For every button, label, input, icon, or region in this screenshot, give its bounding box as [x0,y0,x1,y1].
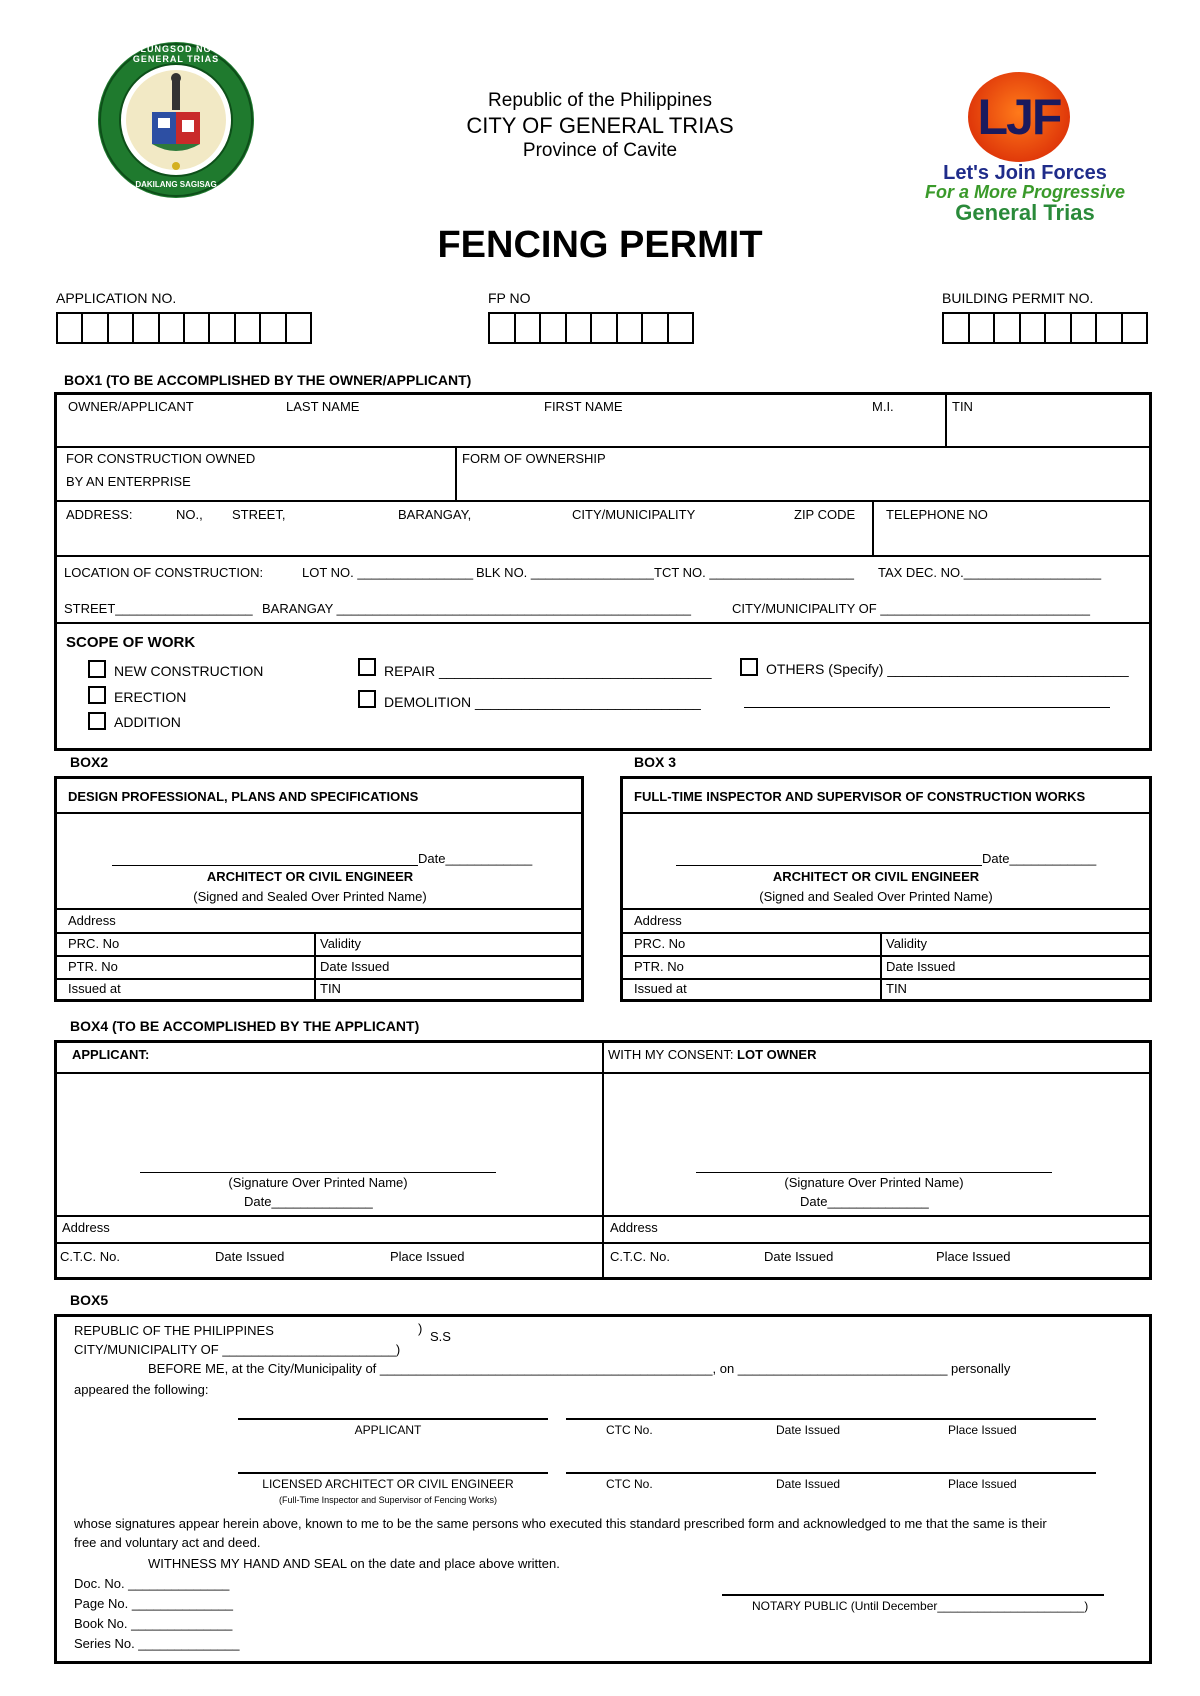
page-title: FENCING PERMIT [437,224,763,266]
box2-issued-at-label: Issued at [68,981,121,996]
owner-applicant-label: OWNER/APPLICANT [68,399,194,414]
box3-issued-at-label: Issued at [634,981,687,996]
city-municipality-line[interactable]: CITY/MUNICIPALITY OF ________________________) [74,1342,401,1357]
erection-label: ERECTION [114,689,187,705]
address-street-label: STREET, [232,507,286,522]
box3-validity-label: Validity [886,936,927,951]
building-permit-no-label: BUILDING PERMIT NO. [942,290,1094,306]
notary-public-label[interactable]: NOTARY PUBLIC (Until December______________________) [752,1599,1089,1613]
before-me-line[interactable]: BEFORE ME, at the City/Municipality of ______________________________________________, on _____________________________ personally [148,1361,1011,1376]
lot-owner-signature-label: (Signature Over Printed Name) [784,1175,964,1190]
address-no-label: NO., [176,507,203,522]
ss-label: S.S [430,1329,451,1344]
box3-prc-label: PRC. No [634,936,686,951]
address-label: ADDRESS: [66,507,133,522]
box4-right-date-issued-label: Date Issued [764,1249,834,1264]
city-seal [96,40,256,200]
mi-label: M.I. [872,399,894,414]
box2-heading: DESIGN PROFESSIONAL, PLANS AND SPECIFICATIONS [68,789,419,804]
ljf-line1: Let's Join Forces [943,162,1107,184]
location-label: LOCATION OF CONSTRUCTION: [64,565,264,580]
blk-no-field[interactable]: BLK NO. _________________ [476,565,654,580]
address-city-label: CITY/MUNICIPALITY [572,507,696,522]
enterprise-label-1: FOR CONSTRUCTION OWNED [66,451,256,466]
box5-label: BOX5 [70,1292,109,1308]
scope-of-work-heading: SCOPE OF WORK [66,634,196,651]
box3-tin-label: TIN [886,981,907,996]
box2-date-issued-label: Date Issued [320,959,390,974]
addition-checkbox[interactable] [88,712,106,730]
telephone-label: TELEPHONE NO [886,507,988,522]
notary-place-issued-label-1: Place Issued [948,1423,1017,1437]
ljf-logo [900,60,1150,225]
republic-label: REPUBLIC OF THE PHILIPPINES [74,1323,274,1338]
new-construction-checkbox[interactable] [88,660,106,678]
fp-no-label: FP NO [488,290,531,306]
box4-heading: BOX4 (TO BE ACCOMPLISHED BY THE APPLICANT) [70,1018,420,1034]
box3-heading: FULL-TIME INSPECTOR AND SUPERVISOR OF CONSTRUCTION WORKS [634,789,1086,804]
header-city: CITY OF GENERAL TRIAS [466,113,734,138]
consent-prefix: WITH MY CONSENT: [608,1047,738,1062]
repair-checkbox[interactable] [358,658,376,676]
barangay-field[interactable]: BARANGAY _________________________________________________ [262,601,691,616]
notary-applicant-label: APPLICANT [354,1423,422,1437]
header-province: Province of Cavite [522,140,678,161]
applicant-date-field[interactable]: Date______________ [244,1194,373,1209]
repair-field[interactable]: REPAIR ___________________________________ [384,663,712,679]
box3-address-label: Address [634,913,682,928]
consent-label [608,1048,816,1063]
box4-left-ctc-label: C.T.C. No. [60,1249,120,1264]
lot-no-field[interactable]: LOT NO. ________________ [302,565,474,580]
demolition-checkbox[interactable] [358,690,376,708]
box4-right-place-issued-label: Place Issued [936,1249,1011,1264]
applicant-signature-label: (Signature Over Printed Name) [228,1175,408,1190]
city-municipality-field[interactable]: CITY/MUNICIPALITY OF _____________________________ [732,601,1090,616]
seal-icon [96,40,256,200]
addition-label: ADDITION [114,714,181,730]
new-construction-label: NEW CONSTRUCTION [114,663,264,679]
box4-right-ctc-label: C.T.C. No. [610,1249,670,1264]
series-no-field[interactable]: Series No. ______________ [74,1636,240,1651]
street-field[interactable]: STREET___________________ [64,601,253,616]
tct-no-field[interactable]: TCT NO. ____________________ [654,565,854,580]
box2-tin-label: TIN [320,981,341,996]
address-barangay-label: BARANGAY, [398,507,472,522]
ljf-line3: General Trias [955,200,1095,225]
lot-owner-date-field[interactable]: Date______________ [800,1194,929,1209]
whose-signatures-line1: whose signatures appear herein above, known to me to be the same persons who executed this standard prescribed form and acknowledged to me that the same is their [74,1516,1047,1531]
fp-no-field[interactable] [488,312,694,344]
box2-prc-label: PRC. No [68,936,120,951]
book-no-field[interactable]: Book No. ______________ [74,1616,233,1631]
tin-label: TIN [952,399,973,414]
notary-place-issued-label-2: Place Issued [948,1477,1017,1491]
ljf-logo-text: LJF [977,89,1061,145]
box3-date-field[interactable]: Date____________ [982,851,1097,866]
enterprise-label-2: BY AN ENTERPRISE [66,474,191,489]
erection-checkbox[interactable] [88,686,106,704]
notary-ctc-label-1: CTC No. [606,1423,653,1437]
box2-role: ARCHITECT OR CIVIL ENGINEER [206,869,414,884]
seal-bottom-text: DAKILANG SAGISAG [135,180,217,189]
demolition-field[interactable]: DEMOLITION _____________________________ [384,694,701,710]
form-of-ownership-label: FORM OF OWNERSHIP [462,451,606,466]
notary-date-issued-label-1: Date Issued [776,1423,841,1437]
header-republic: Republic of the Philippines [488,90,712,111]
box3-label: BOX 3 [634,754,677,770]
notary-engineer-label: LICENSED ARCHITECT OR CIVIL ENGINEER [262,1477,514,1491]
box3-ptr-label: PTR. No [634,959,684,974]
others-field[interactable]: OTHERS (Specify) _______________________________ [766,661,1129,677]
box2-label: BOX2 [70,754,109,770]
box2-date-field[interactable]: Date____________ [418,851,533,866]
whose-signatures-line2: free and voluntary act and deed. [74,1535,261,1550]
first-name-label: FIRST NAME [544,399,623,414]
tax-dec-no-field[interactable]: TAX DEC. NO.___________________ [878,565,1102,580]
box3-date-issued-label: Date Issued [886,959,956,974]
witness-line: WITHNESS MY HAND AND SEAL on the date and place above written. [148,1556,560,1571]
republic-paren: ) [418,1321,423,1336]
seal-ring-text: LUNGSOD NG GENERAL TRIAS [132,44,220,64]
notary-date-issued-label-2: Date Issued [776,1477,841,1491]
box4-left-place-issued-label: Place Issued [390,1249,465,1264]
building-permit-no-field[interactable] [942,312,1148,344]
box3-signed: (Signed and Sealed Over Printed Name) [759,889,993,904]
box2-ptr-label: PTR. No [68,959,118,974]
box1-heading: BOX1 (TO BE ACCOMPLISHED BY THE OWNER/APPLICANT) [64,372,472,388]
applicant-label: APPLICANT: [72,1047,150,1062]
application-no-label: APPLICATION NO. [56,290,177,306]
appeared-label: appeared the following: [74,1382,209,1397]
others-checkbox[interactable] [740,658,758,676]
consent-lot-owner: LOT OWNER [737,1047,817,1062]
box2-signed: (Signed and Sealed Over Printed Name) [193,889,427,904]
notary-ctc-label-2: CTC No. [606,1477,653,1491]
box4-left-address-label: Address [62,1220,110,1235]
doc-no-field[interactable]: Doc. No. ______________ [74,1576,230,1591]
last-name-label: LAST NAME [286,399,360,414]
box3-role: ARCHITECT OR CIVIL ENGINEER [772,869,980,884]
notary-engineer-sub: (Full-Time Inspector and Supervisor of Fencing Works) [278,1495,498,1505]
zip-code-label: ZIP CODE [794,507,856,522]
box4-left-date-issued-label: Date Issued [215,1249,285,1264]
box4-right-address-label: Address [610,1220,658,1235]
ljf-line2: For a More Progressive [924,182,1126,202]
box2-validity-label: Validity [320,936,361,951]
page-no-field[interactable]: Page No. ______________ [74,1596,234,1611]
box2-address-label: Address [68,913,116,928]
application-no-field[interactable] [56,312,312,344]
